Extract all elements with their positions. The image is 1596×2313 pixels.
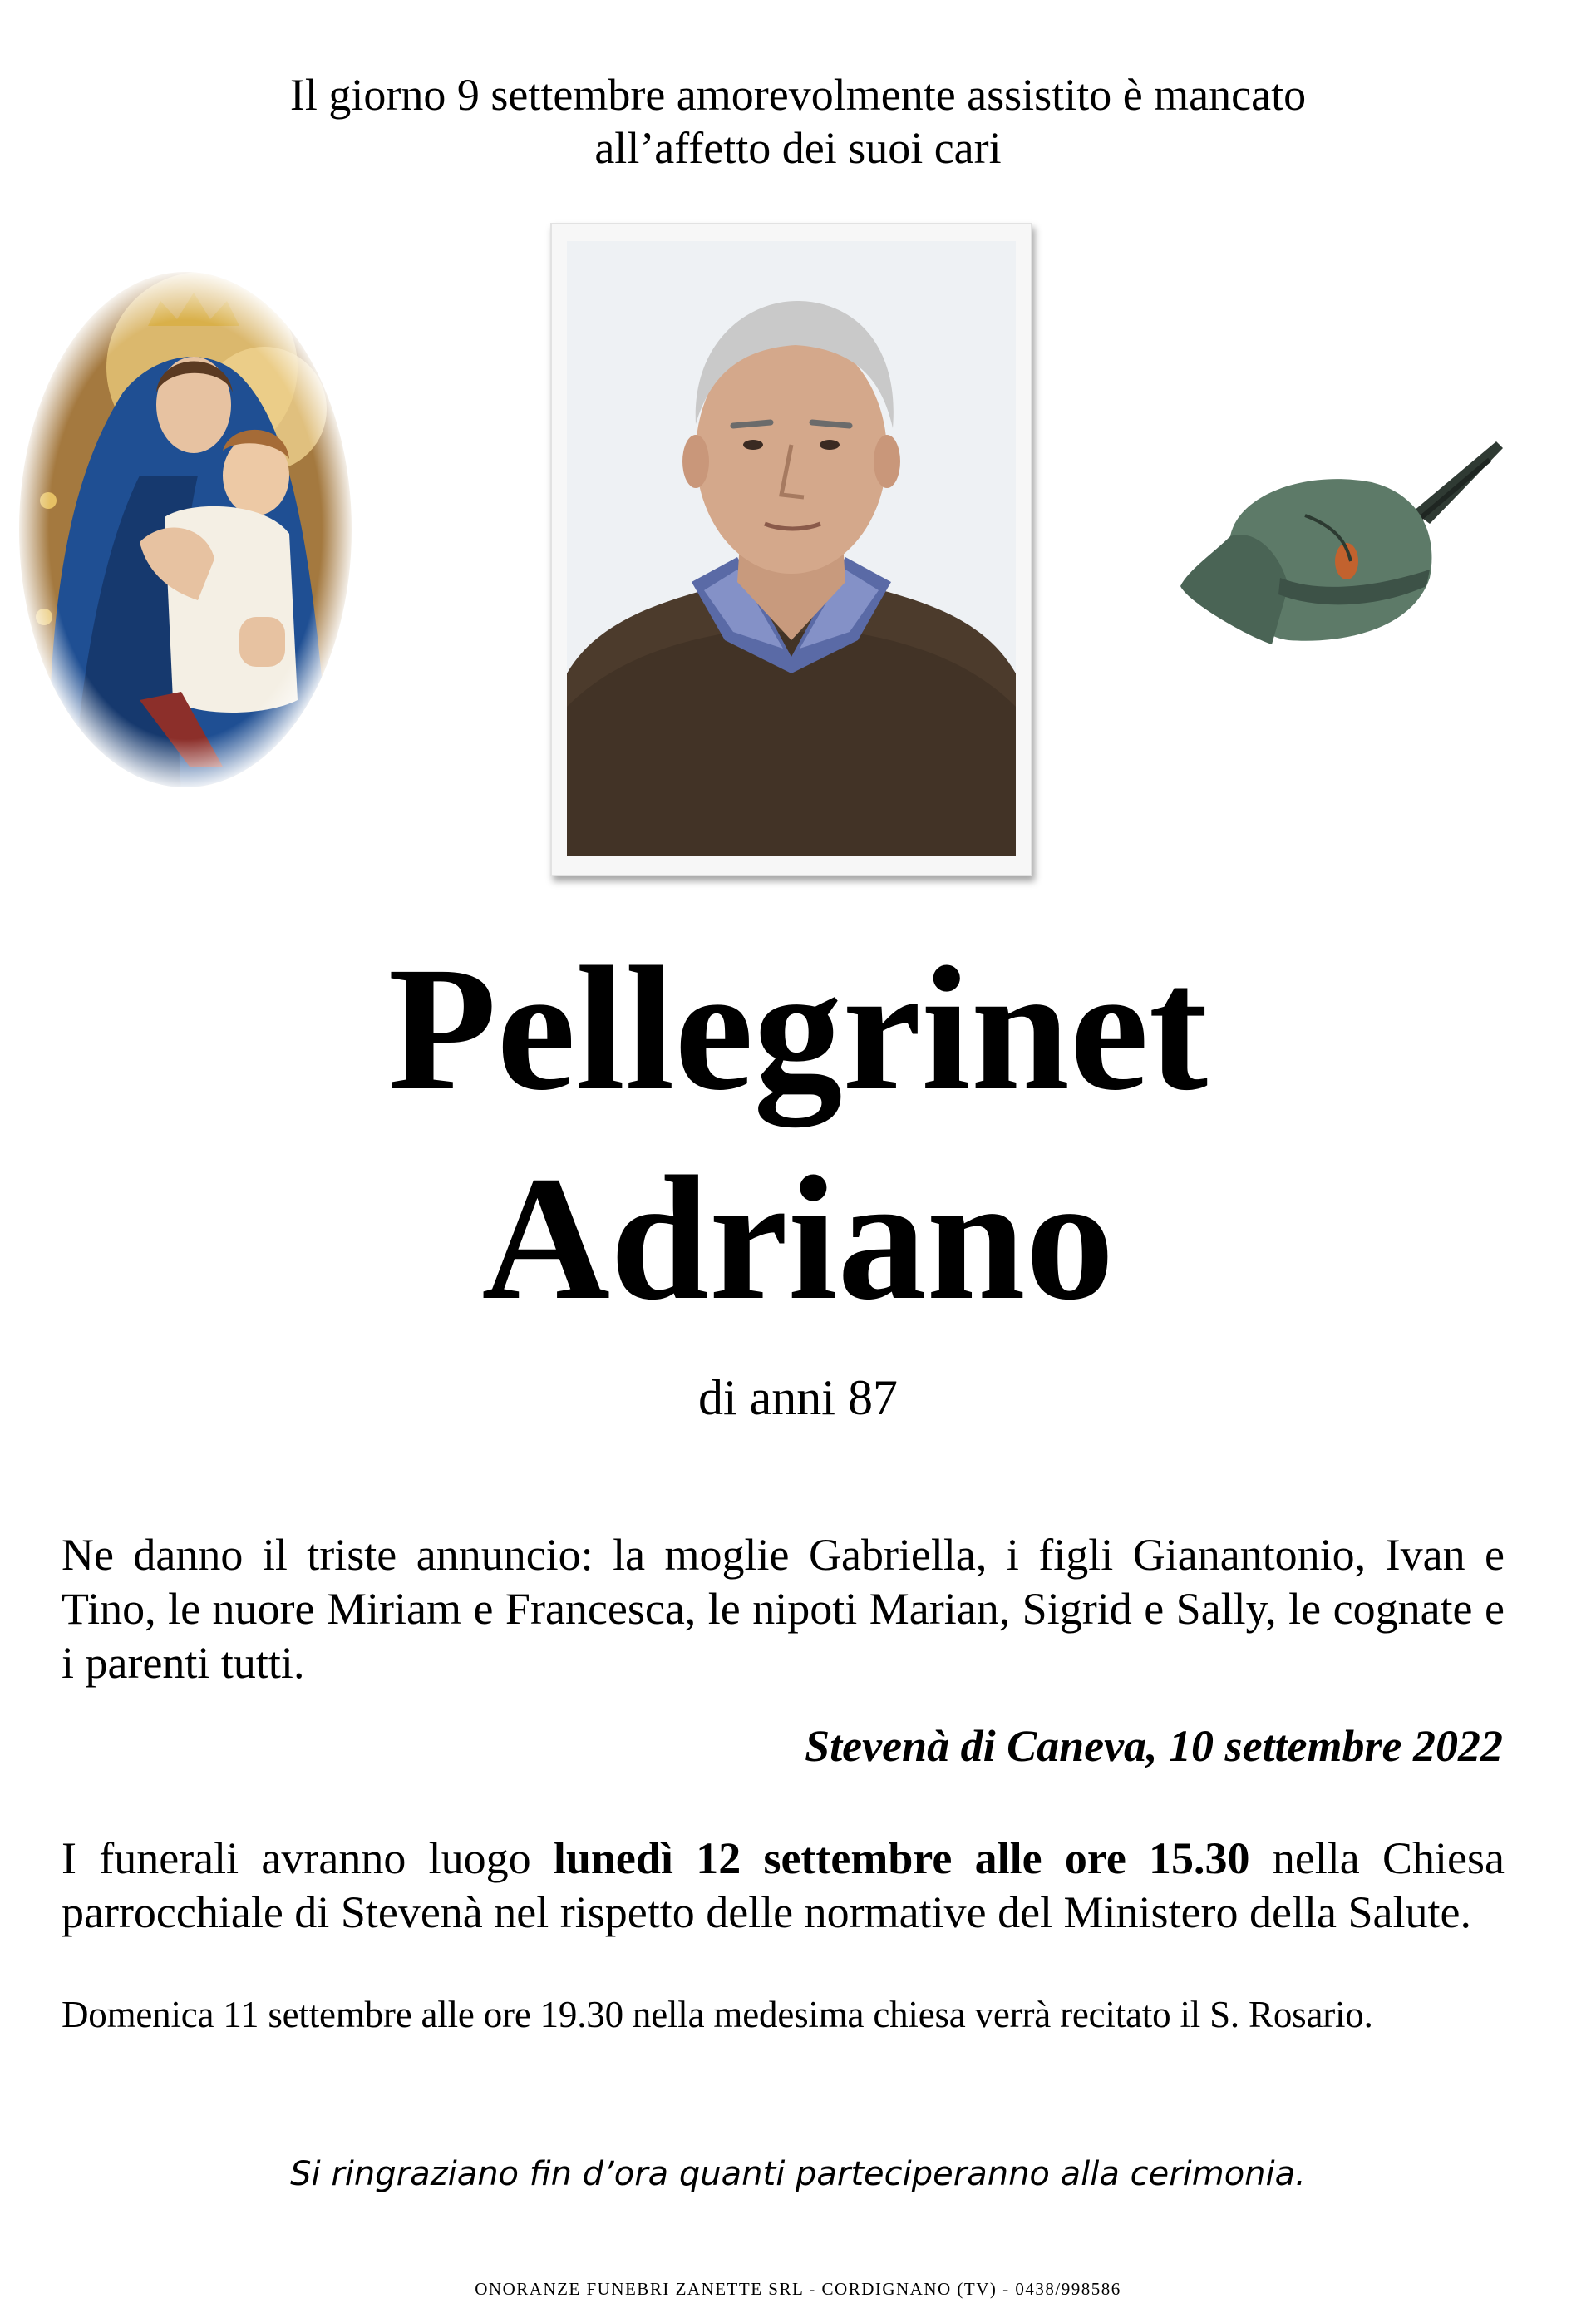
- intro-line-1: Il giorno 9 settembre amorevolmente assistito è mancato: [289, 70, 1307, 120]
- thanks-text: Si ringraziano fin d’ora quanti parteciperanno alla cerimonia.: [290, 2155, 1306, 2193]
- intro-line-2: all’affetto dei suoi cari: [594, 123, 1002, 173]
- madonna-and-child-icon: [15, 268, 356, 792]
- portrait-figure: [567, 241, 1016, 856]
- funeral-post: nella Chiesa parrocchiale di Stevenà nel rispetto delle normative del Ministero della Salute.: [62, 1833, 1505, 1937]
- funeral-info: [62, 1832, 1505, 1940]
- dateline: Stevenà di Caneva, 10 settembre 2022: [805, 1721, 1503, 1771]
- deceased-surname: Pellegrinet: [387, 930, 1209, 1127]
- announcement-text: Ne danno il triste annuncio: la moglie Gabriella, i figli Gianantonio, Ivan e Tino, le nuore Miriam e Francesca, le nipoti Marian, Sigrid e Sally, le cognate e i parenti tutti.: [62, 1530, 1505, 1688]
- funeral-pre: I funerali avranno luogo: [62, 1833, 554, 1883]
- rosary-info: Domenica 11 settembre alle ore 19.30 nella medesima chiesa verrà recitato il S. Rosario.: [62, 1994, 1373, 2035]
- funeral-home-footer: ONORANZE FUNEBRI ZANETTE SRL - CORDIGNANO (TV) - 0438/998586: [475, 2279, 1121, 2299]
- funeral-date-time: lunedì 12 settembre alle ore 15.30: [553, 1833, 1250, 1883]
- intro-text: [0, 68, 1596, 175]
- deceased-age: di anni 87: [698, 1370, 898, 1425]
- deceased-given-name: Adriano: [481, 1140, 1115, 1337]
- portrait-photo: [550, 223, 1032, 876]
- alpine-hat-icon: [1180, 436, 1509, 663]
